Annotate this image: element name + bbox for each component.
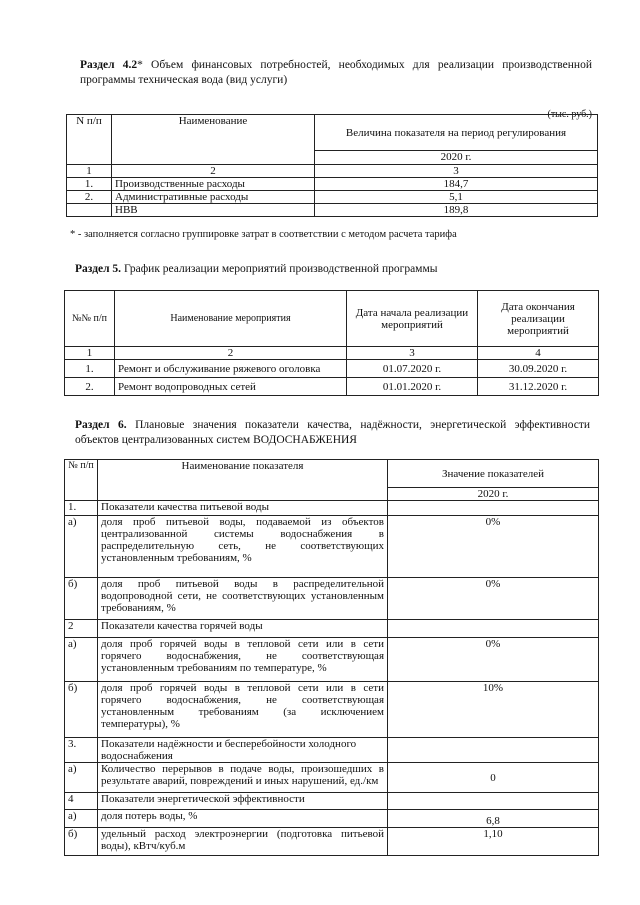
table-row [65, 360, 599, 378]
item-value: 6,8 [388, 810, 599, 828]
group-row [65, 501, 599, 516]
item-sub: а) [65, 638, 98, 682]
group-title: Показатели качества питьевой воды [98, 501, 388, 516]
item-text: доля проб питьевой воды, подаваемой из объектов централизованной системы водоснабжения в распределительную сеть, не соответствующих установленным требованиям, % [98, 516, 388, 578]
row-end: 31.12.2020 г. [478, 378, 599, 396]
group-title: Показатели надёжности и бесперебойности холодного водоснабжения [98, 738, 388, 763]
col-value-header: Значение показателей [388, 460, 599, 488]
item-sub: б) [65, 682, 98, 738]
num-cell: 2 [115, 347, 347, 360]
table-row [65, 763, 599, 793]
group-row [65, 620, 599, 638]
item-text: доля проб питьевой воды в распределительной водопроводной сети, не соответствующих установленным требованиям, % [98, 578, 388, 620]
group-num: 1. [65, 501, 98, 516]
col-end-header: Дата окончания реализации мероприятий [478, 291, 599, 347]
item-text: доля потерь воды, % [98, 810, 388, 828]
item-value: 1,10 [388, 828, 599, 856]
row-num: 1. [67, 178, 112, 191]
row-name: Административные расходы [112, 191, 315, 204]
section-5-heading [75, 262, 595, 277]
col-name-header: Наименование [112, 115, 315, 165]
row-name: Производственные расходы [112, 178, 315, 191]
num-cell: 1 [67, 165, 112, 178]
section-42-text: * Объем финансовых потребностей, необходимых для реализации производственной программы техническая вода (вид услуги) [80, 59, 592, 86]
row-num [67, 204, 112, 217]
section-5-text: График реализации мероприятий производственной программы [123, 263, 438, 275]
item-sub: б) [65, 828, 98, 856]
group-row [65, 738, 599, 763]
item-value: 10% [388, 682, 599, 738]
section-6-label: Раздел 6. [75, 419, 127, 431]
section-42-heading [80, 58, 592, 88]
item-sub: б) [65, 578, 98, 620]
section-6-heading [75, 418, 590, 448]
row-start: 01.07.2020 г. [347, 360, 478, 378]
item-value: 0% [388, 578, 599, 620]
col-start-header: Дата начала реализации мероприятий [347, 291, 478, 347]
units-label: (тыс. руб.) [547, 109, 592, 120]
finance-table [66, 114, 598, 217]
num-cell: 4 [478, 347, 599, 360]
col-num-header: N п/п [67, 115, 112, 165]
item-value: 0% [388, 638, 599, 682]
table-row [65, 682, 599, 738]
col-value-header: Величина показателя на период регулирования [315, 115, 598, 151]
row-num: 2. [65, 378, 115, 396]
table-row [65, 578, 599, 620]
table-row [67, 191, 598, 204]
table-row [65, 828, 599, 856]
footnote: * - заполняется согласно группировке затрат в соответствии с методом расчета тарифа [70, 229, 457, 240]
row-name: Ремонт водопроводных сетей [115, 378, 347, 396]
col-num-header: №№ п/п [65, 291, 115, 347]
col-name-header: Наименование мероприятия [115, 291, 347, 347]
table-row [65, 810, 599, 828]
table-row [65, 378, 599, 396]
item-value: 0% [388, 516, 599, 578]
item-text: доля проб горячей воды в тепловой сети или в сети горячего водоснабжения, не соответствующая установленным требованиям (за исключением температуры), % [98, 682, 388, 738]
group-num: 2 [65, 620, 98, 638]
num-cell: 3 [347, 347, 478, 360]
year-header: 2020 г. [388, 488, 599, 501]
indicators-table [64, 459, 599, 856]
item-text: удельный расход электроэнергии (подготовка питьевой воды), кВтч/куб.м [98, 828, 388, 856]
item-value: 0 [388, 763, 599, 793]
item-text: Количество перерывов в подаче воды, произошедших в результате аварий, повреждений и иных нарушений, ед./км [98, 763, 388, 793]
num-cell: 1 [65, 347, 115, 360]
num-cell: 3 [315, 165, 598, 178]
table-row [65, 638, 599, 682]
col-num-header: № п/п [65, 460, 98, 501]
row-name: НВВ [112, 204, 315, 217]
schedule-table [64, 290, 599, 396]
group-title: Показатели энергетической эффективности [98, 793, 388, 810]
table-row [67, 204, 598, 217]
row-value: 184,7 [315, 178, 598, 191]
num-cell: 2 [112, 165, 315, 178]
item-sub: а) [65, 516, 98, 578]
row-value: 5,1 [315, 191, 598, 204]
col-name-header: Наименование показателя [98, 460, 388, 501]
year-header: 2020 г. [315, 151, 598, 165]
group-num: 4 [65, 793, 98, 810]
section-42-label: Раздел 4.2 [80, 59, 138, 71]
item-sub: а) [65, 763, 98, 793]
row-value: 189,8 [315, 204, 598, 217]
row-name: Ремонт и обслуживание ряжевого оголовка [115, 360, 347, 378]
section-6-text: Плановые значения показатели качества, надёжности, энергетической эффективности объектов централизованных систем ВОДОСНАБЖЕНИЯ [75, 419, 591, 446]
group-title: Показатели качества горячей воды [98, 620, 388, 638]
item-sub: а) [65, 810, 98, 828]
row-num: 1. [65, 360, 115, 378]
table-row [65, 516, 599, 578]
table-row [67, 178, 598, 191]
row-start: 01.01.2020 г. [347, 378, 478, 396]
row-num: 2. [67, 191, 112, 204]
group-num: 3. [65, 738, 98, 763]
item-text: доля проб горячей воды в тепловой сети или в сети горячего водоснабжения, не соответствующая установленным требованиям по температуре, % [98, 638, 388, 682]
row-end: 30.09.2020 г. [478, 360, 599, 378]
section-5-label: Раздел 5. [75, 263, 122, 275]
group-row [65, 793, 599, 810]
